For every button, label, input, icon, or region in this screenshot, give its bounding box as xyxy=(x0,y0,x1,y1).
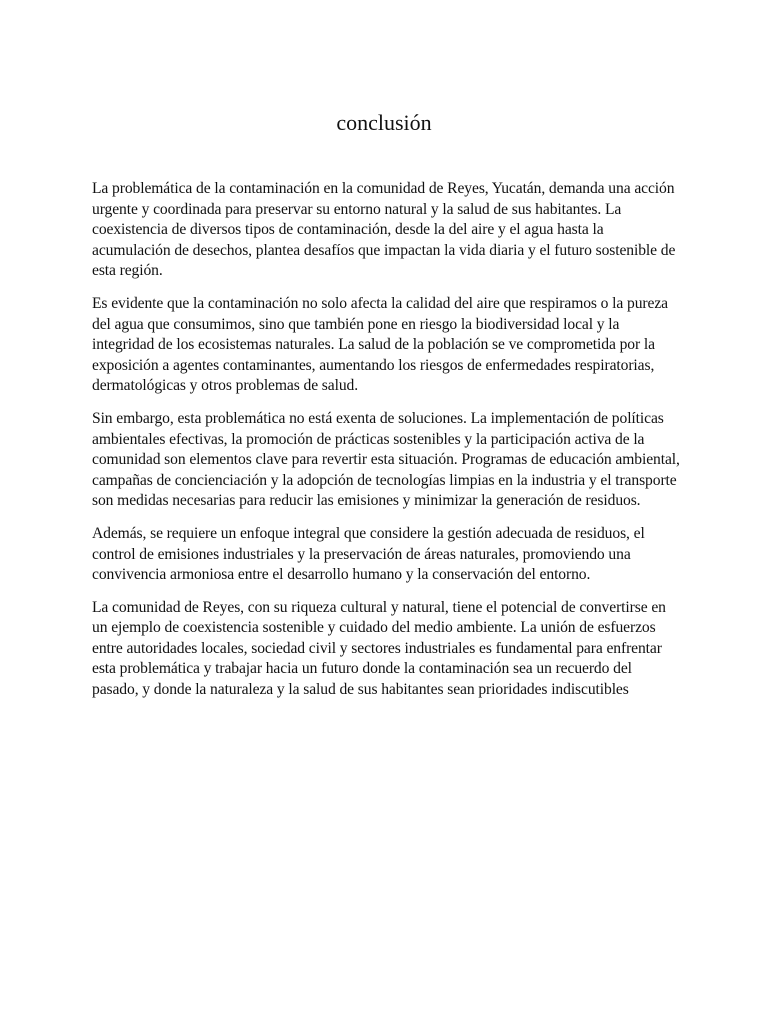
document-body xyxy=(92,179,680,713)
paragraph-2: Es evidente que la contaminación no solo afecta la calidad del aire que respiramos o la pureza del agua que consumimos, sino que también pone en riesgo la biodiversidad local y la integridad de los ecosistemas naturales. La salud de la población se ve comprometida por la exposición a agentes contaminantes, aumentando los riesgos de enfermedades respiratorias, dermatológicas y otros problemas de salud. xyxy=(92,294,668,395)
paragraph-1: La problemática de la contaminación en la comunidad de Reyes, Yucatán, demanda una acción urgente y coordinada para preservar su entorno natural y la salud de sus habitantes. La coexistencia de diversos tipos de contaminación, desde la del aire y el agua hasta la acumulación de desechos, plantea desafíos que impactan la vida diaria y el futuro sostenible de esta región. xyxy=(92,180,676,280)
page-title: conclusión xyxy=(336,110,432,135)
paragraph-5: La comunidad de Reyes, con su riqueza cultural y natural, tiene el potencial de convertirse en un ejemplo de coexistencia sostenible y cuidado del medio ambiente. La unión de esfuerzos entre autoridades locales, sociedad civil y sectores industriales es fundamental para enfrentar esta problemática y trabajar hacia un futuro donde la contaminación sea un recuerdo del pasado, y donde la naturaleza y la salud de sus habitantes sean prioridades indiscutibles xyxy=(92,598,666,699)
paragraph-3: Sin embargo, esta problemática no está exenta de soluciones. La implementación de políticas ambientales efectivas, la promoción de prácticas sostenibles y la participación activa de la comunidad son elementos clave para revertir esta situación. Programas de educación ambiental, campañas de concienciación y la adopción de tecnologías limpias en la industria y el transporte son medidas necesarias para reducir las emisiones y minimizar la generación de residuos. xyxy=(92,409,680,510)
paragraph-4: Además, se requiere un enfoque integral que considere la gestión adecuada de residuos, el control de emisiones industriales y la preservación de áreas naturales, promoviendo una convivencia armoniosa entre el desarrollo humano y la conservación del entorno. xyxy=(92,524,645,584)
